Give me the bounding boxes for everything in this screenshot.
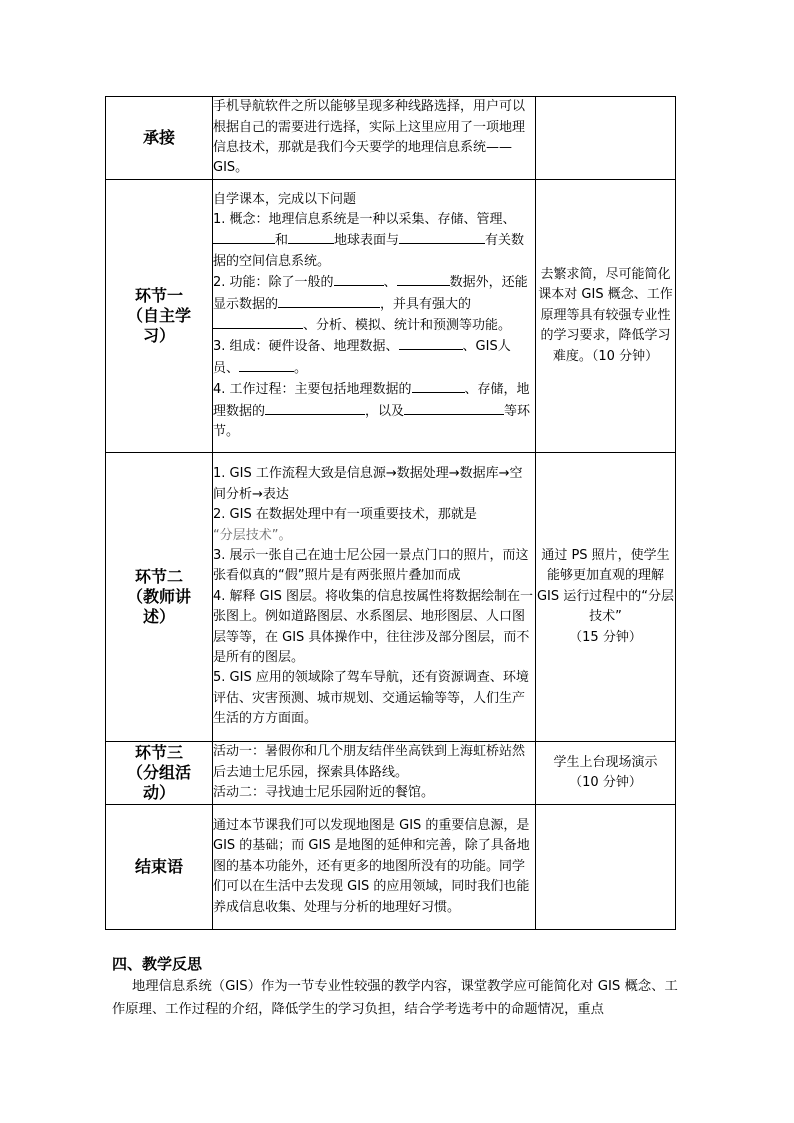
section-title: 四、教学反思: [112, 955, 203, 973]
row-step1: [106, 180, 676, 453]
stage-step3: [106, 742, 213, 805]
blank[interactable]: [399, 336, 463, 350]
content-step2: [213, 453, 536, 742]
content-step3: [213, 742, 536, 805]
stage-step1-line2: （自主学: [126, 306, 191, 325]
blank[interactable]: [265, 401, 365, 415]
step1-question-1: 1. 概念：地理信息系统是一种以采集、存储、管理、和 地球表面与 有关数据的空间信息系统。: [213, 211, 525, 269]
note-step2-time: （15 分钟）: [569, 629, 642, 645]
step2-point-1: 1. GIS 工作流程大致是信息源→数据处理→数据库→空间分析→表达: [213, 466, 523, 502]
step1-intro: 自学课本，完成以下问题: [213, 191, 357, 207]
stage-step2-line3: 述）: [142, 607, 175, 626]
lesson-plan-table: [105, 96, 676, 930]
stage-step3-line1: 环节三: [134, 743, 183, 762]
note-step3-text: 学生上台现场演示: [553, 754, 658, 770]
blank[interactable]: [278, 294, 380, 308]
blank[interactable]: [397, 272, 450, 286]
blank[interactable]: [334, 272, 384, 286]
stage-transition: 承接: [106, 97, 213, 180]
blank[interactable]: [213, 315, 303, 329]
reflection-paragraph: 地理信息系统（GIS）作为一节专业性较强的教学内容，课堂教学应可能简化对 GIS 概念、工作原理、工作过程的介绍，降低学生的学习负担，结合学考选考中的命题情况，重点: [112, 979, 678, 1017]
blank[interactable]: [412, 379, 465, 393]
blank[interactable]: [399, 230, 485, 244]
stage-step2: [106, 453, 213, 742]
note-transition: [536, 97, 676, 180]
blank[interactable]: [404, 401, 504, 415]
blank[interactable]: [288, 230, 334, 244]
row-step3: [106, 742, 676, 805]
stage-step1-line3: 习）: [142, 326, 175, 345]
stage-step2-line2: （教师讲: [126, 587, 191, 606]
content-transition: 手机导航软件之所以能够呈现多种线路选择，用户可以根据自己的需要进行选择，实际上这里应用了一项地理信息技术，那就是我们今天要学的地理信息系统——GIS。: [213, 97, 536, 180]
stage-closing: 结束语: [106, 805, 213, 930]
note-step2-text: 通过 PS 照片，使学生能够更加直观的理解 GIS 运行过程中的“分层技术”: [536, 547, 675, 625]
step2-point-3: 3. 展示一张自己在迪士尼公园一景点门口的照片，而这张看似真的“假”照片是有两张照片叠加而成: [213, 547, 529, 584]
content-step1: [213, 180, 536, 453]
stage-step2-line1: 环节二: [134, 567, 183, 586]
note-step1: 去繁求简，尽可能简化课本对 GIS 概念、工作原理等具有较强专业性的学习要求，降低学习难度。（10 分钟）: [536, 180, 676, 453]
step1-question-3: 3. 组成：硬件设备、地理数据、 、GIS人员、 。: [213, 336, 535, 379]
blank[interactable]: [239, 358, 294, 372]
step1-question-2: 2. 功能：除了一般的 、 数据外，还能显示数据的 ，并具有强大的、分析、模拟、统计和预测等功能。: [213, 272, 535, 336]
blank[interactable]: [213, 230, 275, 244]
note-step3-time: （10 分钟）: [569, 775, 642, 790]
note-closing: [536, 805, 676, 930]
step2-point-5: 5. GIS 应用的领域除了驾车导航，还有资源调查、环境评估、灾害预测、城市规划、交通运输等等，人们生产生活的方方面面。: [213, 670, 529, 727]
stage-step1: [106, 180, 213, 453]
step3-activity-2: 活动二：寻找迪士尼乐园附近的餐馆。: [213, 785, 435, 801]
step3-activity-1: 活动一：暑假你和几个朋友结伴坐高铁到上海虹桥站然后去迪士尼乐园，探索具体路线。: [213, 744, 526, 780]
content-closing: 通过本节课我们可以发现地图是 GIS 的重要信息源，是 GIS 的基础；而 GIS 是地图的延伸和完善，除了具备地图的基本功能外，还有更多的地图所没有的功能。同学们可以在生活中去发现 GIS 的应用领域，同时我们也能养成信息收集、处理与分析的地理好习惯。: [213, 805, 536, 930]
row-step2: [106, 453, 676, 742]
note-step2: [536, 453, 676, 742]
note-step3: [536, 742, 676, 805]
step2-point-2: 2. GIS 在数据处理中有一项重要技术，那就是 “分层技术”。: [213, 507, 477, 543]
row-closing: [106, 805, 676, 930]
stage-step3-line3: 动）: [142, 783, 175, 802]
stage-step3-line2: （分组活: [126, 763, 191, 782]
step2-point-4: 4. 解释 GIS 图层。将收集的信息按属性将数据绘制在一张图上。例如道路图层、水系图层、地形图层、人口图层等等，在 GIS 具体操作中，往往涉及部分图层，而不是所有的图层。: [213, 588, 533, 666]
stage-step1-line1: 环节一: [134, 286, 183, 305]
row-transition: [106, 97, 676, 180]
step1-question-4: 4. 工作过程：主要包括地理数据的 、存储，地理数据的 ，以及 等环节。: [213, 379, 535, 442]
